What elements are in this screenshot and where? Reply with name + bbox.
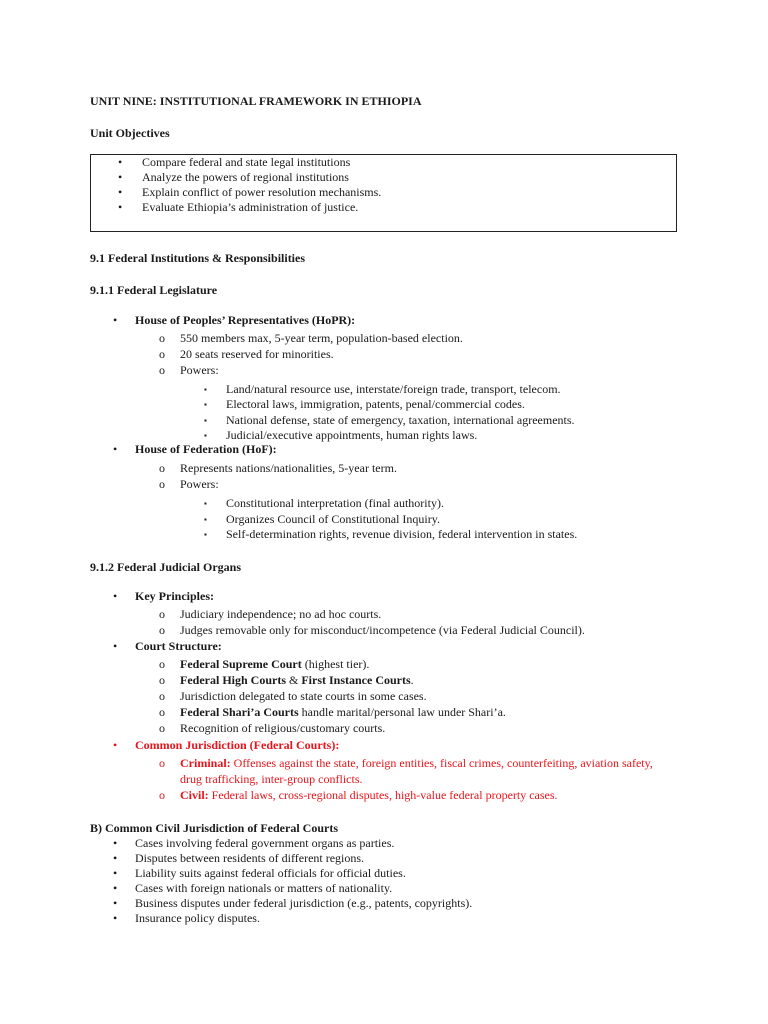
hopr-power: Land/natural resource use, interstate/foreign trade, transport, telecom. bbox=[226, 382, 561, 396]
circle-bullet-icon: o bbox=[159, 721, 165, 735]
criminal-jurisdiction bbox=[180, 756, 653, 771]
bullet-icon: • bbox=[118, 155, 123, 169]
hopr-power: Electoral laws, immigration, patents, penal/commercial codes. bbox=[226, 397, 525, 411]
key-principles-label: Key Principles: bbox=[135, 589, 214, 603]
civil-item: Cases with foreign nationals or matters of nationality. bbox=[135, 881, 393, 895]
hof-label: House of Federation (HoF): bbox=[135, 442, 277, 456]
circle-bullet-icon: o bbox=[159, 623, 165, 637]
hopr-power: National defense, state of emergency, taxation, international agreements. bbox=[226, 413, 575, 427]
bullet-icon: • bbox=[113, 589, 118, 603]
objectives-heading: Unit Objectives bbox=[90, 126, 170, 140]
hopr-power: Judicial/executive appointments, human rights laws. bbox=[226, 428, 478, 442]
common-jurisdiction-label: Common Jurisdiction (Federal Courts): bbox=[135, 738, 340, 752]
bullet-icon: • bbox=[118, 200, 123, 214]
circle-bullet-icon: o bbox=[159, 705, 165, 719]
bullet-icon: • bbox=[113, 313, 118, 327]
objective-item: Explain conflict of power resolution mechanisms. bbox=[142, 185, 382, 199]
circle-bullet-icon: o bbox=[159, 347, 165, 361]
civil-item: Business disputes under federal jurisdiction (e.g., patents, copyrights). bbox=[135, 896, 473, 910]
bullet-icon: • bbox=[118, 185, 123, 199]
civil-item: Disputes between residents of different regions. bbox=[135, 851, 365, 865]
civil-item: Cases involving federal government organs as parties. bbox=[135, 836, 395, 850]
hof-item: Powers: bbox=[180, 477, 219, 491]
bullet-icon: • bbox=[113, 836, 118, 850]
civil-item: Liability suits against federal officials for official duties. bbox=[135, 866, 406, 880]
bullet-icon: • bbox=[113, 896, 118, 910]
civil-desc: Federal laws, cross-regional disputes, high-value federal property cases. bbox=[208, 788, 558, 802]
hopr-item: 550 members max, 5-year term, population-based election. bbox=[180, 331, 463, 345]
bullet-icon: • bbox=[113, 881, 118, 895]
court-item-sharia bbox=[180, 705, 506, 720]
square-bullet-icon: ▪ bbox=[204, 499, 207, 508]
section-heading-9-1: 9.1 Federal Institutions & Responsibilities bbox=[90, 251, 306, 265]
circle-bullet-icon: o bbox=[159, 756, 165, 770]
key-principle-item: Judiciary independence; no ad hoc courts. bbox=[180, 607, 382, 621]
court-name: First Instance Courts bbox=[301, 673, 411, 687]
circle-bullet-icon: o bbox=[159, 607, 165, 621]
circle-bullet-icon: o bbox=[159, 363, 165, 377]
court-name: Federal High Courts bbox=[180, 673, 286, 687]
section-heading-9-1-1: 9.1.1 Federal Legislature bbox=[90, 283, 218, 297]
circle-bullet-icon: o bbox=[159, 657, 165, 671]
civil-item: Insurance policy disputes. bbox=[135, 911, 260, 925]
circle-bullet-icon: o bbox=[159, 331, 165, 345]
court-item-high bbox=[180, 673, 414, 688]
objective-item: Evaluate Ethiopia’s administration of justice. bbox=[142, 200, 359, 214]
hopr-label: House of Peoples’ Representatives (HoPR): bbox=[135, 313, 356, 327]
criminal-desc-cont: drug trafficking, inter-group conflicts. bbox=[180, 772, 363, 786]
court-desc: . bbox=[410, 673, 414, 687]
square-bullet-icon: ▪ bbox=[204, 385, 207, 394]
circle-bullet-icon: o bbox=[159, 788, 165, 802]
circle-bullet-icon: o bbox=[159, 477, 165, 491]
criminal-label: Criminal: bbox=[180, 756, 231, 770]
bullet-icon: • bbox=[113, 851, 118, 865]
bullet-icon: • bbox=[113, 442, 118, 456]
court-structure-label: Court Structure: bbox=[135, 639, 222, 653]
hof-item: Represents nations/nationalities, 5-year term. bbox=[180, 461, 397, 475]
bullet-icon: • bbox=[113, 738, 118, 752]
bullet-icon: • bbox=[113, 866, 118, 880]
section-heading-9-1-2: 9.1.2 Federal Judicial Organs bbox=[90, 560, 241, 574]
hof-power: Constitutional interpretation (final authority). bbox=[226, 496, 444, 510]
bullet-icon: • bbox=[113, 911, 118, 925]
criminal-desc: Offenses against the state, foreign entities, fiscal crimes, counterfeiting, aviation safety, bbox=[230, 756, 653, 770]
civil-jurisdiction-heading: B) Common Civil Jurisdiction of Federal Courts bbox=[90, 821, 338, 835]
square-bullet-icon: ▪ bbox=[204, 400, 207, 409]
key-principle-item: Judges removable only for misconduct/incompetence (via Federal Judicial Council). bbox=[180, 623, 585, 637]
square-bullet-icon: ▪ bbox=[204, 530, 207, 539]
circle-bullet-icon: o bbox=[159, 673, 165, 687]
objective-item: Compare federal and state legal institutions bbox=[142, 155, 351, 169]
unit-title: UNIT NINE: INSTITUTIONAL FRAMEWORK IN ETHIOPIA bbox=[90, 94, 422, 108]
court-desc: & bbox=[286, 673, 302, 687]
court-name: Federal Supreme Court bbox=[180, 657, 302, 671]
court-desc: handle marital/personal law under Shari’a. bbox=[298, 705, 506, 719]
objective-item: Analyze the powers of regional institutions bbox=[142, 170, 349, 184]
civil-jurisdiction bbox=[180, 788, 558, 803]
court-item-supreme bbox=[180, 657, 369, 672]
square-bullet-icon: ▪ bbox=[204, 431, 207, 440]
bullet-icon: • bbox=[118, 170, 123, 184]
circle-bullet-icon: o bbox=[159, 689, 165, 703]
court-name: Federal Shari’a Courts bbox=[180, 705, 299, 719]
hopr-item: Powers: bbox=[180, 363, 219, 377]
court-item-religious: Recognition of religious/customary courts. bbox=[180, 721, 386, 735]
square-bullet-icon: ▪ bbox=[204, 416, 207, 425]
circle-bullet-icon: o bbox=[159, 461, 165, 475]
hof-power: Organizes Council of Constitutional Inquiry. bbox=[226, 512, 440, 526]
hopr-item: 20 seats reserved for minorities. bbox=[180, 347, 334, 361]
court-desc: (highest tier). bbox=[301, 657, 370, 671]
civil-label: Civil: bbox=[180, 788, 209, 802]
court-item-delegated: Jurisdiction delegated to state courts in some cases. bbox=[180, 689, 427, 703]
square-bullet-icon: ▪ bbox=[204, 515, 207, 524]
bullet-icon: • bbox=[113, 639, 118, 653]
hof-power: Self-determination rights, revenue division, federal intervention in states. bbox=[226, 527, 578, 541]
